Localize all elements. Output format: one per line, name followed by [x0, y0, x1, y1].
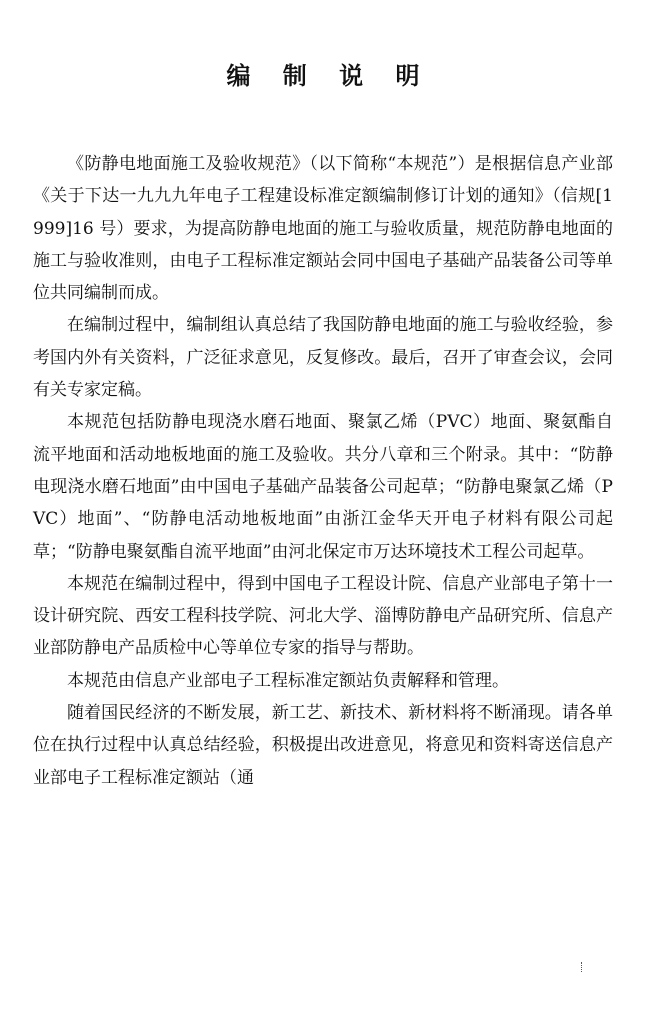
paragraph-interpretation: 本规范由信息产业部电子工程标准定额站负责解释和管理。: [67, 670, 509, 691]
paragraph-scope: 本规范包括防静电现浇水磨石地面、聚氯乙烯（PVC）地面、聚氨酯自流平地面和活动地板地面的施工及验收。共分八章和三个附录。其中：“防静电现浇水磨石地面”由中国电子基础产品装备公司起草；“防静电聚氯乙烯（PVC）地面”、“防静电活动地板地面”由浙江金华天开电子材料有限公司起草；“防静电聚氨酯自流平地面”由河北保定市万达环境技术工程公司起草。: [33, 412, 613, 562]
scan-mark: [581, 962, 585, 972]
paragraph-acknowledgements: 本规范在编制过程中，得到中国电子工程设计院、信息产业部电子第十一设计研究院、西安工程科技学院、河北大学、淄博防静电产品研究所、信息产业部防静电产品质检中心等单位专家的指导与帮助。: [33, 573, 613, 659]
paragraph-feedback: 随着国民经济的不断发展，新工艺、新技术、新材料将不断涌现。请各单位在执行过程中认真总结经验，积极提出改进意见，将意见和资料寄送信息产业部电子工程标准定额站（通: [33, 703, 613, 788]
paragraph-drafting-process: 在编制过程中，编制组认真总结了我国防静电地面的施工与验收经验，参考国内外有关资料，广泛征求意见，反复修改。最后，召开了审查会议，会同有关专家定稿。: [33, 315, 613, 401]
page-title: 编 制 说 明: [226, 62, 432, 90]
paragraph-background: 《防静电地面施工及验收规范》（以下简称“本规范”）是根据信息产业部《关于下达一九九九年电子工程建设标准定额编制修订计划的通知》（信规[1999]16 号）要求，为提高防静电地面的施工与验收质量，规范防静电地面的施工与验收准则，由电子工程标准定额站会同中国电子基础产品装备公司等单位共同编制而成。: [33, 154, 613, 304]
